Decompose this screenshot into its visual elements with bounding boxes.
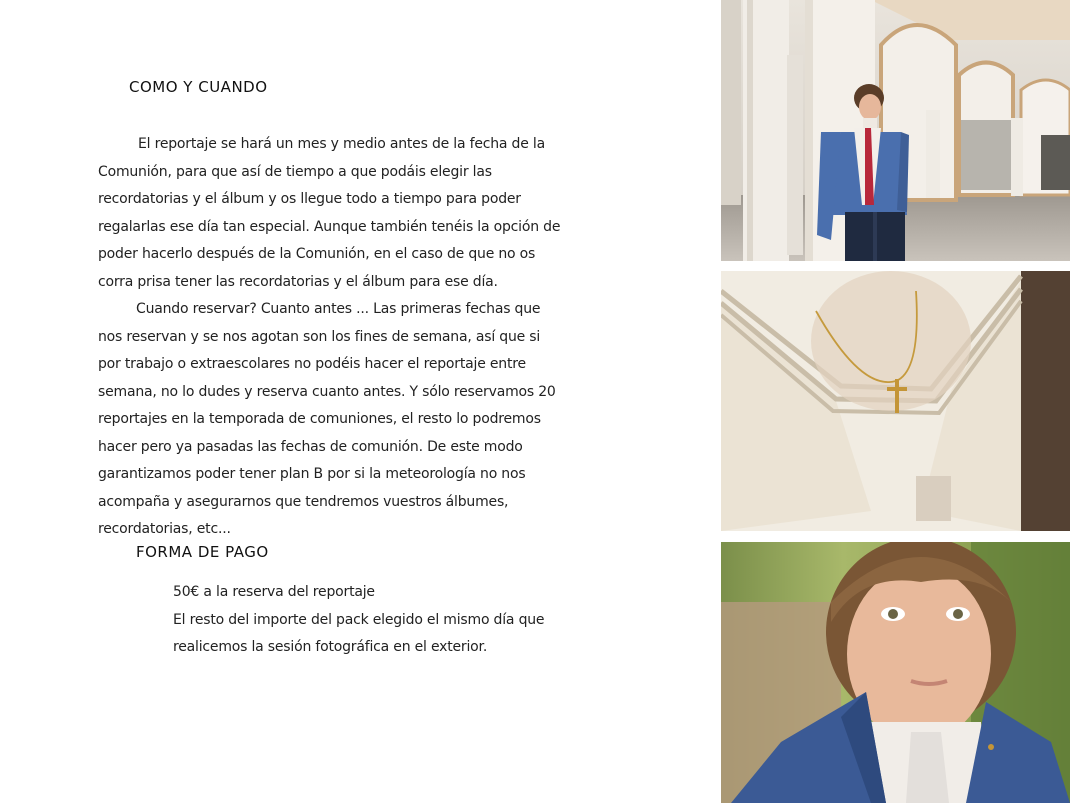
payment-remainder: El resto del importe del pack elegido el mismo día que realicemos la sesión fotográfica en el exterior. xyxy=(173,611,545,655)
paragraph-cuando-reservar: Cuando reservar? Cuanto antes ... Las primeras fechas que nos reservan y se nos agotan son los fines de semana, así que si por trabajo o extraescolares no podéis hacer el reportaje entre semana, no lo dudes y reserva cuanto antes. Y sólo reservamos 20 reportajes en la temporada de comuniones, el resto lo podremos hacer pero ya pasadas las fechas de comunión. De este modo garantizamos poder tener plan B por si la meteorología no nos acompaña y asegurarnos que tendremos vuestros álbumes, recordatorias, etc... xyxy=(98,301,556,537)
photo-boy-portrait xyxy=(721,542,1070,803)
payment-deposit: 50€ a la reserva del reportaje xyxy=(173,584,375,600)
payment-details xyxy=(173,579,553,662)
photo-boy-arcade xyxy=(721,0,1070,261)
photo-cross-necklace xyxy=(721,271,1070,531)
paragraph-reportaje: El reportaje se hará un mes y medio antes de la fecha de la Comunión, para que así de tiempo a que podáis elegir las recordatorias y el álbum y os llegue todo a tiempo para poder regalarlas ese día tan especial. Aunque también tenéis la opción de poder hacerlo después de la Comunión, en el caso de que no os corra prisa tener las recordatorias y el álbum para ese día. xyxy=(98,136,561,290)
heading-forma-pago: FORMA DE PAGO xyxy=(136,543,269,561)
heading-como-cuando: COMO Y CUANDO xyxy=(129,78,268,96)
